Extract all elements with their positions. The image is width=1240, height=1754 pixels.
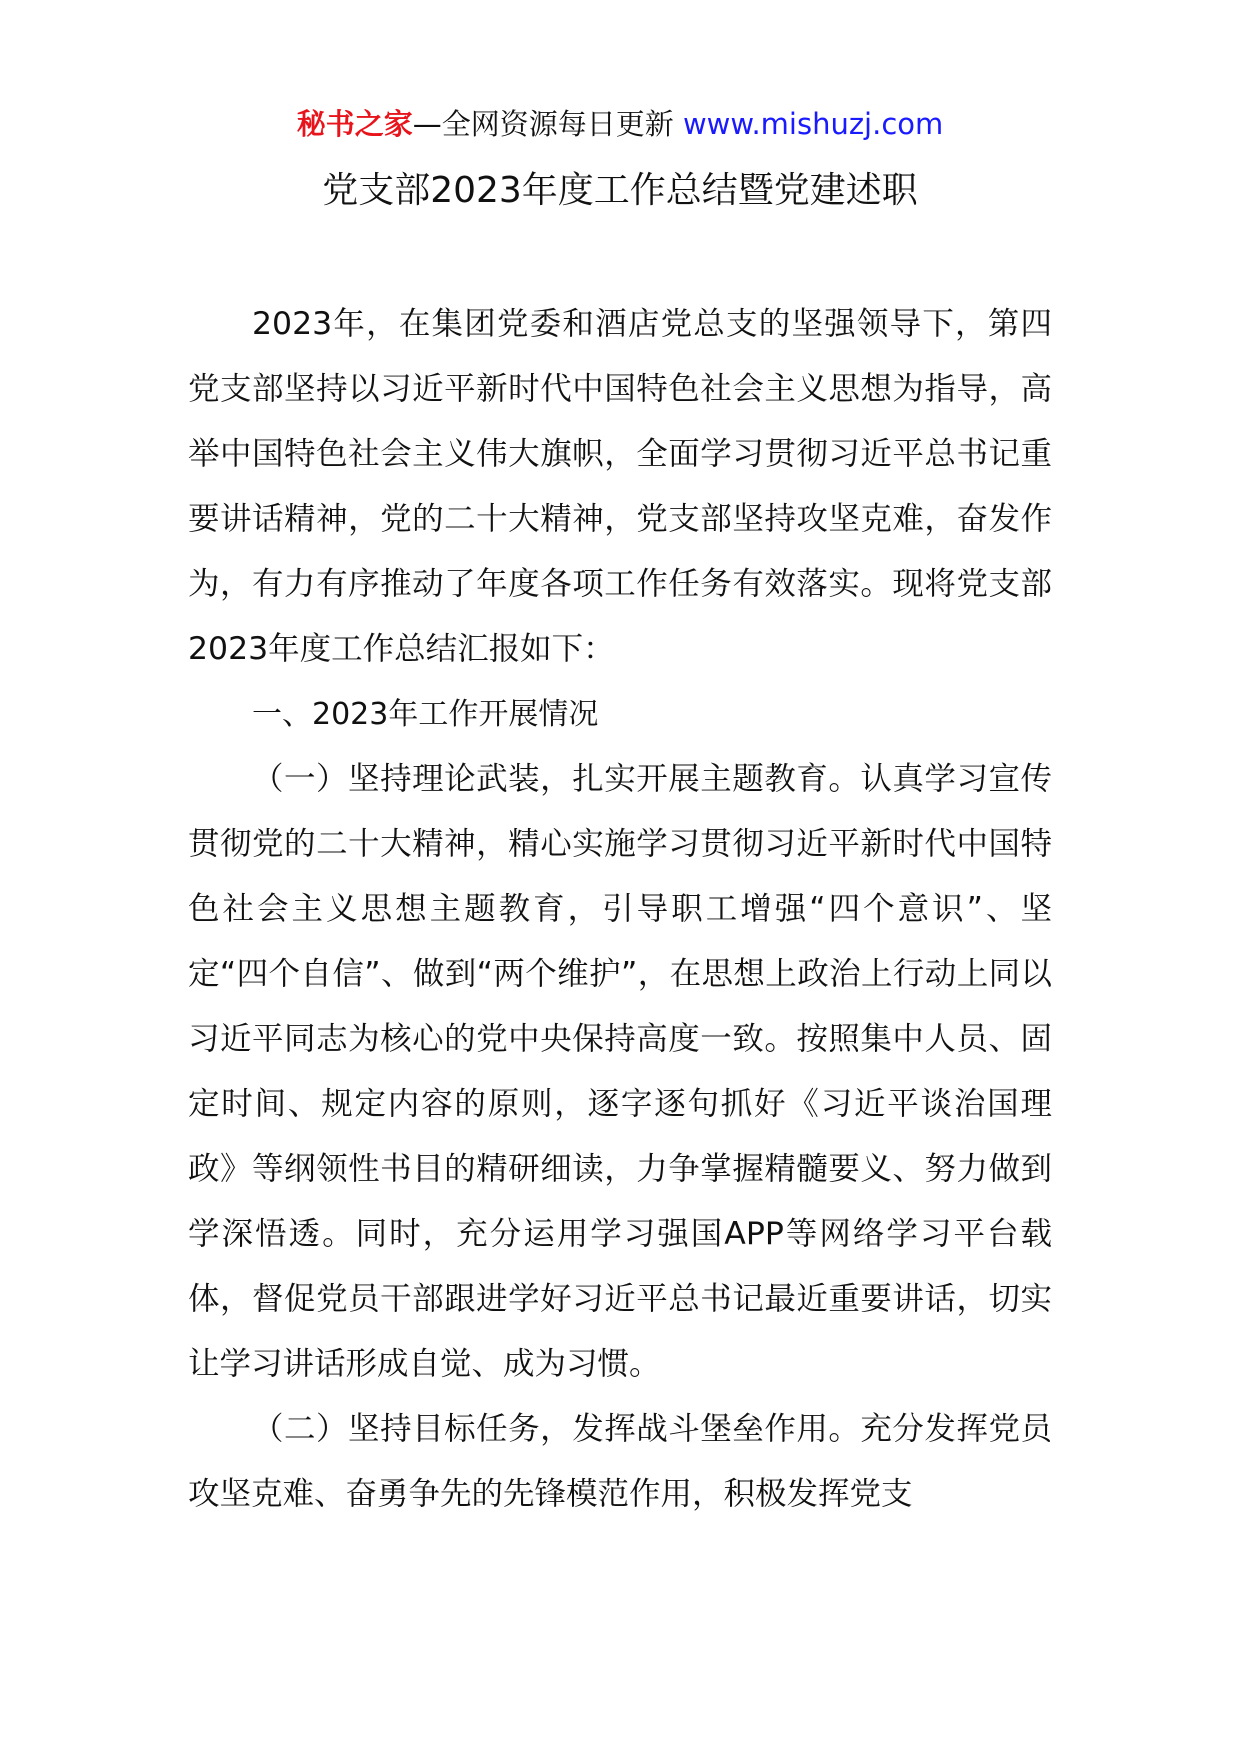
subsection-paragraph-2: （二）坚持目标任务，发挥战斗堡垒作用。充分发挥党员攻坚克难、奋勇争先的先锋模范作用，积极发挥党支 bbox=[188, 1411, 1052, 1512]
document-title: 党支部2023年度工作总结暨党建述职 bbox=[322, 170, 918, 211]
intro-paragraph: 2023年，在集团党委和酒店党总支的坚强领导下，第四党支部坚持以习近平新时代中国特色社会主义思想为指导，高举中国特色社会主义伟大旗帜，全面学习贯彻习近平总书记重要讲话精神，党的二十大精神，党支部坚持攻坚克难，奋发作为，有力有序推动了年度各项工作任务有效落实。现将党支部2023年度工作总结汇报如下： bbox=[188, 306, 1052, 667]
watermark-header bbox=[0, 104, 1240, 144]
subsection-paragraph-1: （一）坚持理论武装，扎实开展主题教育。认真学习宣传贯彻党的二十大精神，精心实施学习贯彻习近平新时代中国特色社会主义思想主题教育，引导职工增强“四个意识”、坚定“四个自信”、做到“两个维护”，在思想上政治上行动上同以习近平同志为核心的党中央保持高度一致。按照集中人员、固定时间、规定内容的原则，逐字逐句抓好《习近平谈治国理政》等纲领性书目的精研细读，力争掌握精髓要义、努力做到学深悟透。同时，充分运用学习强国APP等网络学习平台载体，督促党员干部跟进学好习近平总书记最近重要讲话，切实让学习讲话形成自觉、成为习惯。 bbox=[188, 761, 1052, 1382]
brand-name: 秘书之家 bbox=[296, 107, 413, 141]
site-url[interactable]: www.mishuzj.com bbox=[682, 107, 944, 141]
document-body bbox=[188, 292, 1052, 1527]
header-tagline: —全网资源每日更新 bbox=[412, 107, 683, 141]
section-heading: 一、2023年工作开展情况 bbox=[252, 697, 599, 732]
